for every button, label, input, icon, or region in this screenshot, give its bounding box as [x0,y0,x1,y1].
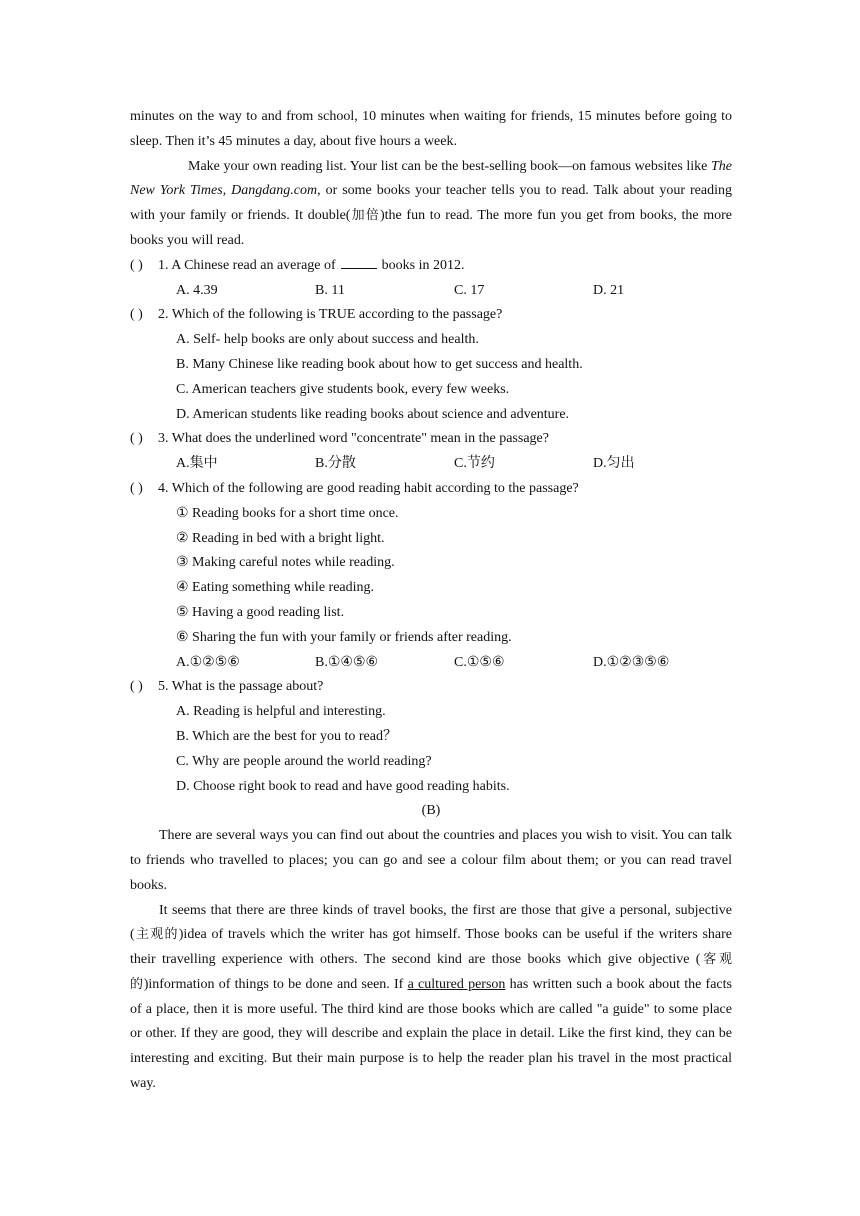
option-b[interactable]: B. 11 [315,282,345,298]
habit-item-5: ⑤ Having a good reading list. [176,604,345,620]
option-d[interactable]: D.匀出 [593,456,635,472]
option-d[interactable]: D.①②③⑤⑥ [593,654,670,670]
option-c[interactable]: C. Why are people around the world reading? [176,753,432,769]
answer-paren[interactable]: ( ) [130,679,143,695]
question-1: ( ) 1. A Chinese read an average of books in 2012. A. 4.39 B. 11 C. 17 D. 21 [130,254,732,304]
habit-item-4: ④ Eating something while reading. [176,580,375,596]
answer-paren[interactable]: ( ) [130,257,143,273]
fill-blank[interactable] [341,256,377,269]
passage-a-paragraph-end: minutes on the way to and from school, 10 minutes when waiting for friends, 15 minutes before going to sleep. Then it’s 45 minutes a day, about five hours a week. [130,109,732,149]
passage-b-paragraph-2: It seems that there are three kinds of travel books, the first are those that give a personal, subjective (主观的)idea of travels which the writer has got himself. Those books can be useful if the writers share their travelling experience with others. The second kind are those books which give objective (客观的)information of things to be done and seen. If a cultured person has written such a book about the facts of a place, then it is more useful. The third kind are those books which are called "a guide" to some place or other. If they are good, they will describe and explain the place in detail. Like the first kind, they can be interesting and exciting. But their main purpose is to help the reader plan his travel in the most practical way. [130,902,732,1092]
title-dangdang: Dangdang.com [231,183,318,199]
options-row [130,279,732,304]
option-a[interactable]: A. Reading is helpful and interesting. [176,704,386,720]
habit-item-3: ③ Making careful notes while reading. [176,555,395,571]
option-b[interactable]: B.分散 [315,456,356,472]
option-c[interactable]: C.①⑤⑥ [454,654,505,670]
question-3: ( ) 3. What does the underlined word "concentrate" mean in the passage? A.集中 B.分散 C.节约 D.匀出 [130,427,732,477]
answer-paren[interactable]: ( ) [130,480,143,496]
passage-b-paragraph-1: There are several ways you can find out about the countries and places you wish to visit. You can talk to friends who travelled to places; you can go and see a colour film about them; or you can read travel books. [130,828,732,893]
option-c[interactable]: C. American teachers give students book, every few weeks. [176,381,510,397]
question-2: ( ) 2. Which of the following is TRUE according to the passage? A. Self- help books are only about success and health. B. Many Chinese like reading book about how to get success and health. C. American teachers give students book, every few weeks. D. American students like reading books about science and adventure. [130,303,732,427]
option-c[interactable]: C.节约 [454,456,495,472]
underlined-phrase: a cultured person [407,976,506,992]
answer-paren[interactable]: ( ) [130,307,143,323]
section-b-heading: (B) [421,803,441,819]
question-4: ( ) 4. Which of the following are good reading habit according to the passage? ① Reading books for a short time once. ② Reading in bed with a bright light. ③ Making careful notes while reading. ④ Eating something while reading. ⑤ Having a good reading list. ⑥ Sharing the fun with your family or friends after reading. A.①②⑤⑥ B.①④⑤⑥ C.①⑤⑥ D.①②③⑤⑥ [130,477,732,675]
document-page [130,105,732,1097]
option-b[interactable]: B. Many Chinese like reading book about how to get success and health. [176,356,583,372]
question-5: ( ) 5. What is the passage about? A. Reading is helpful and interesting. B. Which are the best for you to read？ C. Why are people around the world reading? D. Choose right book to read and have good reading habits. [130,675,732,799]
option-a[interactable]: A. 4.39 [176,282,218,298]
option-a[interactable]: A.①②⑤⑥ [176,654,240,670]
option-b[interactable]: B.①④⑤⑥ [315,654,379,670]
option-c[interactable]: C. 17 [454,282,485,298]
answer-paren[interactable]: ( ) [130,431,143,447]
option-a[interactable]: A.集中 [176,456,218,472]
option-b[interactable]: B. Which are the best for you to read？ [176,728,397,744]
passage-a-paragraph-reading-list: Make your own reading list. Your list can be the best-selling book—on famous websites like The New York Times, Dangdang.com, or some books your teacher tells you to read. Talk about your reading with your family or friends. It double(加倍)the fun to read. The more fun you get from books, the more books you will read. [130,158,733,248]
habit-item-6: ⑥ Sharing the fun with your family or friends after reading. [176,629,512,645]
title-nyt: The New York Times [130,158,732,199]
option-d[interactable]: D. American students like reading books about science and adventure. [176,406,570,422]
habit-item-1: ① Reading books for a short time once. [176,505,399,521]
options-row [130,452,732,477]
option-d[interactable]: D. Choose right book to read and have good reading habits. [176,778,510,794]
option-a[interactable]: A. Self- help books are only about success and health. [176,332,479,348]
habit-item-2: ② Reading in bed with a bright light. [176,530,385,546]
options-row [130,651,732,676]
option-d[interactable]: D. 21 [593,282,625,298]
